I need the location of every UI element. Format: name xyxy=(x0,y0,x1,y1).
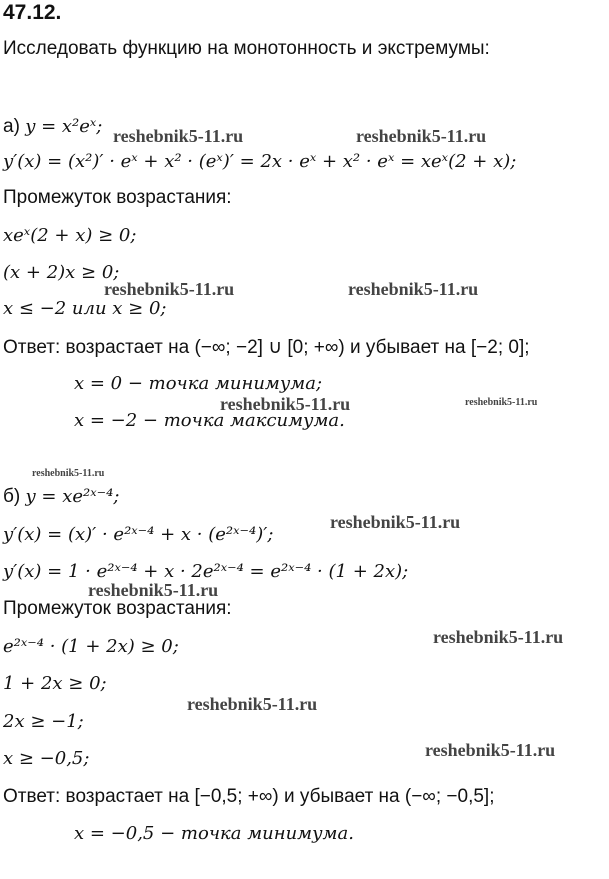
part-b-inequality-1: e²ˣ⁻⁴ · (1 + 2x) ≥ 0; xyxy=(3,636,179,657)
part-b-derivative-1: y′(x) = (x)′ · e²ˣ⁻⁴ + x · (e²ˣ⁻⁴)′; xyxy=(3,524,274,545)
part-b-function: б) y = xe²ˣ⁻⁴; xyxy=(3,486,120,507)
part-a-interval-title: Промежуток возрастания: xyxy=(3,187,232,208)
part-a-function: а) y = x²eˣ; xyxy=(3,116,103,137)
part-a-maximum: x = −2 − точка максимума. xyxy=(74,410,345,431)
part-a-answer: Ответ: возрастает на (−∞; −2] ∪ [0; +∞) и убывает на [−2; 0]; xyxy=(3,337,530,358)
watermark: reshebnik5-11.ru xyxy=(330,512,461,532)
watermark: reshebnik5-11.ru xyxy=(425,740,556,760)
part-a-derivative: y′(x) = (x²)′ · eˣ + x² · (eˣ)′ = 2x · eˣ + x² · eˣ = xeˣ(2 + x); xyxy=(3,151,517,172)
watermark: reshebnik5-11.ru xyxy=(104,279,235,299)
part-b-answer: Ответ: возрастает на [−0,5; +∞) и убывает на (−∞; −0,5]; xyxy=(3,786,495,807)
watermark: reshebnik5-11.ru xyxy=(187,694,318,714)
watermark: reshebnik5-11.ru xyxy=(88,580,219,600)
part-b-inequality-4: x ≥ −0,5; xyxy=(3,748,90,769)
part-b-interval-title: Промежуток возрастания: xyxy=(3,598,232,619)
watermark: reshebnik5-11.ru xyxy=(220,394,351,414)
part-b-derivative-2: y′(x) = 1 · e²ˣ⁻⁴ + x · 2e²ˣ⁻⁴ = e²ˣ⁻⁴ · (1 + 2x); xyxy=(3,561,409,582)
part-a-inequality-2: (x + 2)x ≥ 0; xyxy=(3,262,120,283)
watermark: reshebnik5-11.ru xyxy=(356,126,487,146)
watermark: reshebnik5-11.ru xyxy=(465,397,538,408)
part-a-inequality-1: xeˣ(2 + x) ≥ 0; xyxy=(3,225,137,246)
watermark: reshebnik5-11.ru xyxy=(113,126,244,146)
task-statement: Исследовать функцию на монотонность и экстремумы: xyxy=(3,38,490,59)
part-b-inequality-2: 1 + 2x ≥ 0; xyxy=(3,673,107,694)
problem-number: 47.12. xyxy=(3,1,62,24)
part-a-inequality-3: x ≤ −2 или x ≥ 0; xyxy=(3,298,167,319)
part-b-minimum: x = −0,5 − точка минимума. xyxy=(74,823,354,844)
part-a-minimum: x = 0 − точка минимума; xyxy=(74,373,323,394)
part-a-label: а) xyxy=(3,116,26,137)
part-b-inequality-3: 2x ≥ −1; xyxy=(3,711,84,732)
watermark: reshebnik5-11.ru xyxy=(433,627,564,647)
watermark: reshebnik5-11.ru xyxy=(348,279,479,299)
part-b-label: б) xyxy=(3,486,26,507)
watermark: reshebnik5-11.ru xyxy=(32,468,105,479)
